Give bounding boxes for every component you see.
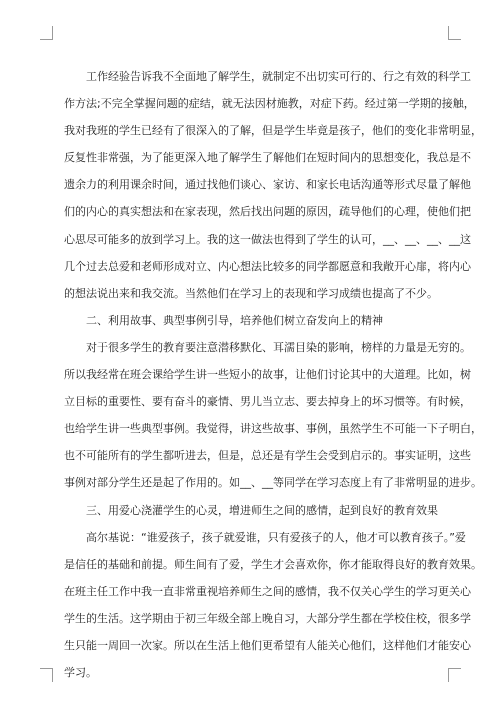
text-line: 生只能一周回一次家。所以在生活上他们更希望有人能关心他们，这样他们才能安心: [64, 638, 471, 652]
text-line: 事例对部分学生还是起了作用的。如__、__等同学在学习态度上有了非常明显的进步。: [64, 476, 482, 490]
text-line: 也不可能所有的学生都听进去，但是，总还是有学生会受到启示的。事实证明，这些: [64, 449, 471, 463]
text-line: 学生的生活。这学期由于初三年级全部上晚自习，大部分学生都在学校住校，很多学: [64, 611, 471, 625]
text-line: 对于很多学生的教育要注意潜移默化、耳濡目染的影响，榜样的力量是无穷的。: [86, 340, 471, 354]
text-line: 们的内心的真实想法和在家表现，然后找出问题的原因，疏导他们的心理，使他们把: [64, 205, 471, 219]
text-line: 是信任的基础和前提。师生间有了爱，学生才会喜欢你，你才能取得良好的教育效果。: [64, 557, 482, 571]
text-line: 几个过去总爱和老师形成对立、内心想法比较多的同学都愿意和我敞开心扉，将内心: [64, 259, 471, 273]
text-line: 作方法;不完全掌握问题的症结，就无法因材施教，对症下药。经过第一学期的接触，: [64, 97, 475, 111]
text-line: 学习。: [64, 666, 97, 680]
text-line: 高尔基说：“谁爱孩子，孩子就爱谁，只有爱孩子的人，他才可以教育孩子。”爱: [86, 530, 466, 544]
text-line: 立目标的重要性、要有奋斗的豪情、男儿当立志、要去掉身上的坏习惯等。有时候，: [64, 395, 471, 409]
text-line: 二、利用故事、典型事例引导，培养他们树立奋发向上的精神: [86, 313, 383, 327]
text-line: 在班主任工作中我一直非常重视培养师生之间的感情，我不仅关心学生的学习更关心: [64, 584, 471, 598]
text-line: 的想法说出来和我交流。当然他们在学习上的表现和学习成绩也提高了不少。: [64, 286, 438, 300]
text-line: 工作经验告诉我不全面地了解学生，就制定不出切实可行的、行之有效的科学工: [86, 70, 471, 83]
document-body: [64, 63, 482, 686]
text-line: 心思尽可能多的放到学习上。我的这一做法也得到了学生的认可，__、__、__、__这: [64, 232, 471, 246]
text-line: 反复性非常强，为了能更深入地了解学生了解他们在短时间内的思想变化，我总是不: [64, 151, 471, 165]
text-line: 遗余力的利用课余时间，通过找他们谈心、家访、和家长电话沟通等形式尽量了解他: [64, 178, 471, 192]
crop-mark-top-right: [448, 26, 461, 40]
crop-mark-bottom-right: [448, 668, 461, 682]
text-line: 三、用爱心浇灌学生的心灵，增进师生之间的感情，起到良好的教育效果: [86, 503, 438, 517]
text-line: 所以我经常在班会课给学生讲一些短小的故事，让他们讨论其中的大道理。比如，树: [64, 368, 471, 382]
text-line: 也给学生讲一些典型事例。我觉得，讲这些故事、事例，虽然学生不可能一下子明白，: [64, 422, 482, 436]
crop-mark-bottom-left: [40, 668, 53, 682]
crop-mark-top-left: [40, 26, 53, 40]
text-line: 我对我班的学生已经有了很深入的了解，但是学生毕竟是孩子，他们的变化非常明显，: [64, 124, 482, 138]
